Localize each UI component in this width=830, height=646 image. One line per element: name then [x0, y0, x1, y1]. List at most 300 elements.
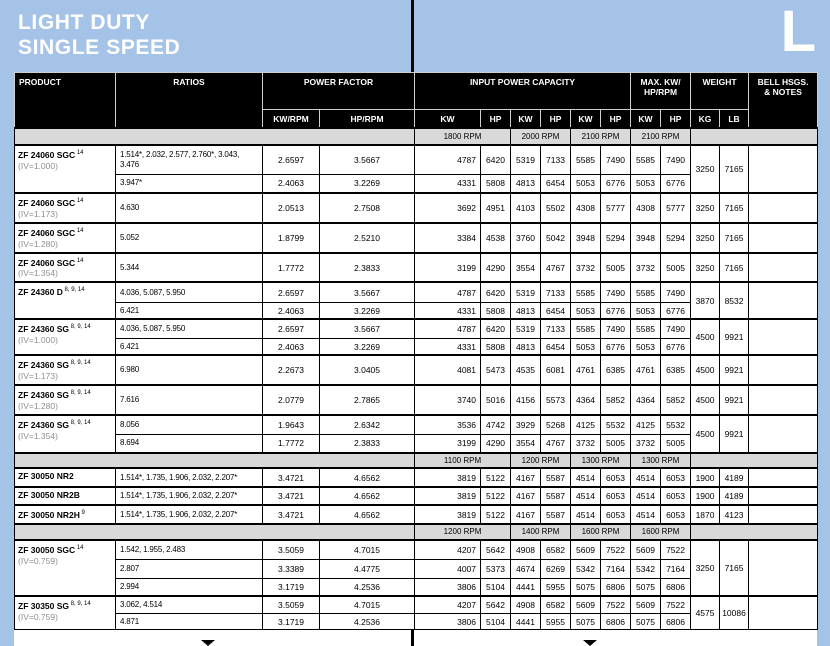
- power-value-cell: 5005: [661, 253, 691, 283]
- power-value-cell: 5587: [541, 505, 571, 524]
- weight-lb-cell: 9921: [720, 319, 749, 355]
- rpm-band-label: 1300 RPM: [631, 453, 691, 468]
- weight-kg-cell: 3250: [691, 253, 720, 283]
- weight-lb-cell: 7165: [720, 540, 749, 596]
- power-value-cell: 4308: [571, 193, 601, 223]
- power-value-cell: 5808: [481, 338, 511, 355]
- power-value-cell: 4364: [631, 385, 661, 415]
- weight-lb-cell: 7165: [720, 193, 749, 223]
- power-value-cell: 4364: [571, 385, 601, 415]
- hp-rpm-cell: 4.2536: [320, 614, 415, 630]
- bell-notes-cell: [749, 505, 818, 524]
- bell-notes-cell: [749, 319, 818, 355]
- power-value-cell: 5642: [481, 596, 511, 614]
- power-value-cell: 4538: [481, 223, 511, 253]
- power-value-cell: 4167: [511, 505, 541, 524]
- product-cell: ZF 24060 SGC $^{14}$ (IV=1.280): [15, 223, 116, 253]
- power-value-cell: 6776: [601, 174, 631, 193]
- power-value-cell: 4761: [571, 355, 601, 385]
- weight-lb-cell: 8532: [720, 282, 749, 319]
- weight-lb-cell: 4123: [720, 505, 749, 524]
- power-value-cell: 4125: [631, 415, 661, 434]
- product-cell: ZF 24060 SGC $^{14}$ (IV=1.173): [15, 193, 116, 223]
- power-value-cell: 7133: [541, 282, 571, 302]
- kw-rpm-cell: 2.6597: [263, 282, 320, 302]
- bell-notes-cell: [749, 487, 818, 505]
- subcol-kw: KW: [511, 110, 541, 129]
- product-cell: ZF 30050 NR2: [15, 468, 116, 487]
- weight-kg-cell: 4500: [691, 415, 720, 453]
- ratio-cell: 6.421: [116, 302, 263, 319]
- hp-rpm-cell: 3.5667: [320, 282, 415, 302]
- power-value-cell: 3692: [415, 193, 481, 223]
- power-value-cell: 7490: [601, 145, 631, 174]
- bell-notes-cell: [749, 193, 818, 223]
- product-cell: ZF 24360 SG $^{8, 9, 14}$ (IV=1.354): [15, 415, 116, 453]
- power-value-cell: 4813: [511, 302, 541, 319]
- hp-rpm-cell: 3.0405: [320, 355, 415, 385]
- rpm-band-label: 1200 RPM: [511, 453, 571, 468]
- power-value-cell: 5852: [661, 385, 691, 415]
- weight-kg-cell: 1900: [691, 468, 720, 487]
- weight-lb-cell: 7165: [720, 223, 749, 253]
- power-value-cell: 4290: [481, 253, 511, 283]
- weight-lb-cell: 4189: [720, 468, 749, 487]
- hp-rpm-cell: 3.2269: [320, 174, 415, 193]
- bell-notes-cell: [749, 282, 818, 319]
- kw-rpm-cell: 2.6597: [263, 319, 320, 338]
- subcol-hp: HP: [601, 110, 631, 129]
- bell-notes-cell: [749, 223, 818, 253]
- weight-lb-cell: 4189: [720, 487, 749, 505]
- power-value-cell: 4514: [631, 505, 661, 524]
- rpm-band-label: 1600 RPM: [571, 524, 631, 540]
- power-value-cell: 4103: [511, 193, 541, 223]
- power-value-cell: 6053: [661, 468, 691, 487]
- product-cell: ZF 24360 D $^{8, 9, 14}$: [15, 282, 116, 319]
- power-value-cell: 6269: [541, 560, 571, 579]
- kw-rpm-cell: 3.4721: [263, 487, 320, 505]
- power-value-cell: 5053: [571, 174, 601, 193]
- hp-rpm-cell: 4.6562: [320, 487, 415, 505]
- page-margin-right: [817, 0, 830, 646]
- col-header-max-kw-hp: MAX. KW/ HP/RPM: [631, 73, 691, 110]
- ratio-cell: 8.056: [116, 415, 263, 434]
- weight-kg-cell: 3250: [691, 223, 720, 253]
- hp-rpm-cell: 2.3833: [320, 434, 415, 453]
- power-value-cell: 3732: [571, 253, 601, 283]
- power-value-cell: 5585: [631, 145, 661, 174]
- power-value-cell: 5609: [631, 540, 661, 560]
- power-value-cell: 4514: [571, 487, 601, 505]
- subcol-hp: HP: [481, 110, 511, 129]
- power-value-cell: 4761: [631, 355, 661, 385]
- power-value-cell: 6081: [541, 355, 571, 385]
- kw-rpm-cell: 1.9643: [263, 415, 320, 434]
- rpm-band-spacer: [15, 453, 415, 468]
- power-value-cell: 7522: [601, 540, 631, 560]
- power-value-cell: 4951: [481, 193, 511, 223]
- power-value-cell: 5319: [511, 319, 541, 338]
- power-value-cell: 5777: [601, 193, 631, 223]
- power-value-cell: 5122: [481, 468, 511, 487]
- subcol-kw-rpm: KW/RPM: [263, 110, 320, 129]
- bell-notes-cell: [749, 415, 818, 453]
- power-value-cell: 5342: [631, 560, 661, 579]
- power-value-cell: 5122: [481, 487, 511, 505]
- power-value-cell: 5005: [601, 434, 631, 453]
- power-value-cell: 5104: [481, 614, 511, 630]
- weight-kg-cell: 1900: [691, 487, 720, 505]
- power-value-cell: 4167: [511, 468, 541, 487]
- power-value-cell: 6776: [661, 302, 691, 319]
- power-value-cell: 3929: [511, 415, 541, 434]
- subcol-kw: KW: [415, 110, 481, 129]
- power-value-cell: 5053: [571, 338, 601, 355]
- ratio-cell: 1.514*, 1.735, 1.906, 2.032, 2.207*: [116, 468, 263, 487]
- power-value-cell: 5053: [631, 174, 661, 193]
- kw-rpm-cell: 2.0779: [263, 385, 320, 415]
- spec-table: [14, 72, 818, 630]
- hp-rpm-cell: 2.7508: [320, 193, 415, 223]
- ratio-cell: 4.871: [116, 614, 263, 630]
- power-value-cell: 7133: [541, 145, 571, 174]
- kw-rpm-cell: 1.8799: [263, 223, 320, 253]
- power-value-cell: 5585: [571, 282, 601, 302]
- power-value-cell: 5319: [511, 145, 541, 174]
- power-value-cell: 3740: [415, 385, 481, 415]
- rpm-band-label: 1300 RPM: [571, 453, 631, 468]
- power-value-cell: 3948: [631, 223, 661, 253]
- rpm-band-label: 1100 RPM: [415, 453, 511, 468]
- power-value-cell: 5053: [631, 338, 661, 355]
- subcol-kw: KW: [571, 110, 601, 129]
- power-value-cell: 7490: [661, 282, 691, 302]
- ratio-cell: 3.062, 4.514: [116, 596, 263, 614]
- weight-kg-cell: 4575: [691, 596, 720, 630]
- power-value-cell: 5609: [631, 596, 661, 614]
- power-value-cell: 3948: [571, 223, 601, 253]
- power-value-cell: 4787: [415, 282, 481, 302]
- power-value-cell: 4813: [511, 338, 541, 355]
- power-value-cell: 6806: [601, 579, 631, 596]
- product-cell: ZF 30050 SGC $^{14}$ (IV=0.759): [15, 540, 116, 596]
- hp-rpm-cell: 4.2536: [320, 579, 415, 596]
- product-cell: ZF 24060 SGC $^{14}$ (IV=1.354): [15, 253, 116, 283]
- weight-kg-cell: 4500: [691, 355, 720, 385]
- weight-kg-cell: 3250: [691, 540, 720, 596]
- ratio-cell: 4.036, 5.087, 5.950: [116, 282, 263, 302]
- power-value-cell: 4674: [511, 560, 541, 579]
- rpm-band-label: 1600 RPM: [631, 524, 691, 540]
- power-value-cell: 5808: [481, 174, 511, 193]
- power-value-cell: 5005: [601, 253, 631, 283]
- power-value-cell: 7490: [661, 145, 691, 174]
- weight-kg-cell: 3870: [691, 282, 720, 319]
- col-header-ratios: RATIOS: [116, 73, 263, 129]
- kw-rpm-cell: 3.5059: [263, 540, 320, 560]
- bell-notes-cell: [749, 540, 818, 596]
- power-value-cell: 4813: [511, 174, 541, 193]
- kw-rpm-cell: 1.7772: [263, 253, 320, 283]
- power-value-cell: 5319: [511, 282, 541, 302]
- bell-notes-cell: [749, 253, 818, 283]
- col-header-power-factor: POWER FACTOR: [263, 73, 415, 110]
- power-value-cell: 4441: [511, 579, 541, 596]
- hp-rpm-cell: 4.4775: [320, 560, 415, 579]
- bell-notes-cell: [749, 355, 818, 385]
- kw-rpm-cell: 2.6597: [263, 145, 320, 174]
- power-value-cell: 7133: [541, 319, 571, 338]
- bell-notes-cell: [749, 468, 818, 487]
- power-value-cell: 3554: [511, 434, 541, 453]
- power-value-cell: 5587: [541, 487, 571, 505]
- weight-kg-cell: 4500: [691, 319, 720, 355]
- power-value-cell: 5585: [571, 145, 601, 174]
- power-value-cell: 6454: [541, 302, 571, 319]
- hp-rpm-cell: 3.2269: [320, 338, 415, 355]
- power-value-cell: 5585: [631, 319, 661, 338]
- kw-rpm-cell: 3.1719: [263, 579, 320, 596]
- power-value-cell: 5016: [481, 385, 511, 415]
- power-value-cell: 4908: [511, 540, 541, 560]
- power-value-cell: 5053: [631, 302, 661, 319]
- continuation-arrow-icon: [201, 640, 215, 646]
- power-value-cell: 6776: [661, 174, 691, 193]
- product-cell: ZF 30050 NR2B: [15, 487, 116, 505]
- ratio-cell: 6.421: [116, 338, 263, 355]
- power-value-cell: 4007: [415, 560, 481, 579]
- power-value-cell: 4207: [415, 596, 481, 614]
- weight-lb-cell: 9921: [720, 385, 749, 415]
- power-value-cell: 5777: [661, 193, 691, 223]
- power-value-cell: 5532: [661, 415, 691, 434]
- product-cell: ZF 30350 SG $^{8, 9, 14}$ (IV=0.759): [15, 596, 116, 630]
- power-value-cell: 4514: [631, 487, 661, 505]
- power-value-cell: 5642: [481, 540, 511, 560]
- power-value-cell: 6053: [601, 505, 631, 524]
- hp-rpm-cell: 4.6562: [320, 468, 415, 487]
- power-value-cell: 3536: [415, 415, 481, 434]
- power-value-cell: 6776: [601, 338, 631, 355]
- subcol-hp: HP: [541, 110, 571, 129]
- power-value-cell: 5573: [541, 385, 571, 415]
- subcol-lb: LB: [720, 110, 749, 129]
- ratio-cell: 1.514*, 2.032, 2.577, 2.760*, 3.043, 3.476: [116, 145, 263, 174]
- power-value-cell: 3760: [511, 223, 541, 253]
- power-value-cell: 4787: [415, 145, 481, 174]
- power-value-cell: 6454: [541, 174, 571, 193]
- power-value-cell: 6454: [541, 338, 571, 355]
- product-cell: ZF 24360 SG $^{8, 9, 14}$ (IV=1.280): [15, 385, 116, 415]
- subcol-hp: HP: [661, 110, 691, 129]
- power-value-cell: 4331: [415, 302, 481, 319]
- hp-rpm-cell: 4.7015: [320, 596, 415, 614]
- hp-rpm-cell: 2.6342: [320, 415, 415, 434]
- power-value-cell: 5075: [631, 614, 661, 630]
- power-value-cell: 3199: [415, 253, 481, 283]
- rpm-band-spacer: [691, 453, 818, 468]
- weight-lb-cell: 7165: [720, 253, 749, 283]
- power-value-cell: 5075: [631, 579, 661, 596]
- rpm-band-spacer: [691, 128, 818, 145]
- power-value-cell: 5005: [661, 434, 691, 453]
- power-value-cell: 3732: [571, 434, 601, 453]
- weight-kg-cell: 3250: [691, 193, 720, 223]
- weight-lb-cell: 9921: [720, 415, 749, 453]
- power-value-cell: 4125: [571, 415, 601, 434]
- page-title: [18, 10, 180, 60]
- power-value-cell: 4441: [511, 614, 541, 630]
- bell-notes-cell: [749, 385, 818, 415]
- power-value-cell: 3806: [415, 579, 481, 596]
- page-title-line1: LIGHT DUTY: [18, 11, 150, 34]
- power-value-cell: 6053: [661, 487, 691, 505]
- power-value-cell: 6806: [661, 579, 691, 596]
- hp-rpm-cell: 3.5667: [320, 319, 415, 338]
- power-value-cell: 5955: [541, 614, 571, 630]
- power-value-cell: 5585: [571, 319, 601, 338]
- weight-lb-cell: 10086: [720, 596, 749, 630]
- power-value-cell: 7490: [601, 282, 631, 302]
- power-value-cell: 4167: [511, 487, 541, 505]
- power-value-cell: 5609: [571, 540, 601, 560]
- power-value-cell: 7522: [661, 596, 691, 614]
- power-value-cell: 4535: [511, 355, 541, 385]
- weight-kg-cell: 3250: [691, 145, 720, 193]
- hp-rpm-cell: 3.5667: [320, 145, 415, 174]
- power-value-cell: 5294: [661, 223, 691, 253]
- power-value-cell: 5053: [571, 302, 601, 319]
- subcol-kw: KW: [631, 110, 661, 129]
- kw-rpm-cell: 2.4063: [263, 174, 320, 193]
- power-value-cell: 6053: [601, 468, 631, 487]
- hp-rpm-cell: 4.6562: [320, 505, 415, 524]
- power-value-cell: 5342: [571, 560, 601, 579]
- rpm-band-spacer: [691, 524, 818, 540]
- product-cell: ZF 24360 SG $^{8, 9, 14}$ (IV=1.173): [15, 355, 116, 385]
- power-value-cell: 3199: [415, 434, 481, 453]
- ratio-cell: 8.694: [116, 434, 263, 453]
- power-value-cell: 7164: [601, 560, 631, 579]
- power-value-cell: 6420: [481, 319, 511, 338]
- hp-rpm-cell: 2.7865: [320, 385, 415, 415]
- power-value-cell: 5609: [571, 596, 601, 614]
- section-letter: L: [780, 0, 816, 64]
- power-value-cell: 5122: [481, 505, 511, 524]
- power-value-cell: 4331: [415, 338, 481, 355]
- power-value-cell: 5104: [481, 579, 511, 596]
- power-value-cell: 5268: [541, 415, 571, 434]
- weight-kg-cell: 4500: [691, 385, 720, 415]
- ratio-cell: 2.994: [116, 579, 263, 596]
- rpm-band-spacer: [15, 128, 415, 145]
- power-value-cell: 4331: [415, 174, 481, 193]
- power-value-cell: 4742: [481, 415, 511, 434]
- power-value-cell: 7164: [661, 560, 691, 579]
- page-title-line2: SINGLE SPEED: [18, 36, 181, 59]
- power-value-cell: 6420: [481, 145, 511, 174]
- power-value-cell: 3819: [415, 487, 481, 505]
- ratio-cell: 6.980: [116, 355, 263, 385]
- power-value-cell: 3806: [415, 614, 481, 630]
- power-value-cell: 6582: [541, 540, 571, 560]
- product-cell: ZF 24360 SG $^{8, 9, 14}$ (IV=1.000): [15, 319, 116, 355]
- bell-notes-cell: [749, 145, 818, 193]
- power-value-cell: 4514: [571, 468, 601, 487]
- kw-rpm-cell: 3.5059: [263, 596, 320, 614]
- table-header: [15, 73, 818, 129]
- ratio-cell: 1.542, 1.955, 2.483: [116, 540, 263, 560]
- hp-rpm-cell: 2.5210: [320, 223, 415, 253]
- power-value-cell: 7522: [601, 596, 631, 614]
- power-value-cell: 6053: [661, 505, 691, 524]
- power-value-cell: 6806: [661, 614, 691, 630]
- product-cell: ZF 24060 SGC $^{14}$ (IV=1.000): [15, 145, 116, 193]
- weight-lb-cell: 7165: [720, 145, 749, 193]
- subcol-hp-rpm: HP/RPM: [320, 110, 415, 129]
- kw-rpm-cell: 2.4063: [263, 302, 320, 319]
- power-value-cell: 5852: [601, 385, 631, 415]
- power-value-cell: 3554: [511, 253, 541, 283]
- power-value-cell: 4156: [511, 385, 541, 415]
- ratio-cell: 1.514*, 1.735, 1.906, 2.032, 2.207*: [116, 505, 263, 524]
- power-value-cell: 4767: [541, 434, 571, 453]
- ratio-cell: 1.514*, 1.735, 1.906, 2.032, 2.207*: [116, 487, 263, 505]
- power-value-cell: 5042: [541, 223, 571, 253]
- power-value-cell: 6385: [601, 355, 631, 385]
- subcol-kg: KG: [691, 110, 720, 129]
- power-value-cell: 6420: [481, 282, 511, 302]
- power-value-cell: 5473: [481, 355, 511, 385]
- col-header-input-power: INPUT POWER CAPACITY: [415, 73, 631, 110]
- power-value-cell: 6582: [541, 596, 571, 614]
- col-header-product: PRODUCT: [15, 73, 116, 129]
- page-margin-left: [0, 0, 14, 646]
- kw-rpm-cell: 3.4721: [263, 468, 320, 487]
- kw-rpm-cell: 1.7772: [263, 434, 320, 453]
- col-header-weight: WEIGHT: [691, 73, 749, 110]
- weight-lb-cell: 9921: [720, 355, 749, 385]
- power-value-cell: 5502: [541, 193, 571, 223]
- ratio-cell: 3.947*: [116, 174, 263, 193]
- table-body: [15, 128, 818, 630]
- rpm-band-label: 1800 RPM: [415, 128, 511, 145]
- power-value-cell: 4308: [631, 193, 661, 223]
- power-value-cell: 3384: [415, 223, 481, 253]
- power-value-cell: 4207: [415, 540, 481, 560]
- power-value-cell: 4081: [415, 355, 481, 385]
- ratio-cell: 5.344: [116, 253, 263, 283]
- power-value-cell: 4787: [415, 319, 481, 338]
- power-value-cell: 3819: [415, 468, 481, 487]
- power-value-cell: 5808: [481, 302, 511, 319]
- kw-rpm-cell: 2.0513: [263, 193, 320, 223]
- ratio-cell: 2.807: [116, 560, 263, 579]
- power-value-cell: 3732: [631, 253, 661, 283]
- power-value-cell: 5373: [481, 560, 511, 579]
- power-value-cell: 5585: [631, 282, 661, 302]
- ratio-cell: 5.052: [116, 223, 263, 253]
- power-value-cell: 6053: [601, 487, 631, 505]
- power-value-cell: 5532: [601, 415, 631, 434]
- rpm-band-label: 2000 RPM: [511, 128, 571, 145]
- power-value-cell: 6385: [661, 355, 691, 385]
- kw-rpm-cell: 3.1719: [263, 614, 320, 630]
- power-value-cell: 4514: [631, 468, 661, 487]
- power-value-cell: 5955: [541, 579, 571, 596]
- kw-rpm-cell: 3.3389: [263, 560, 320, 579]
